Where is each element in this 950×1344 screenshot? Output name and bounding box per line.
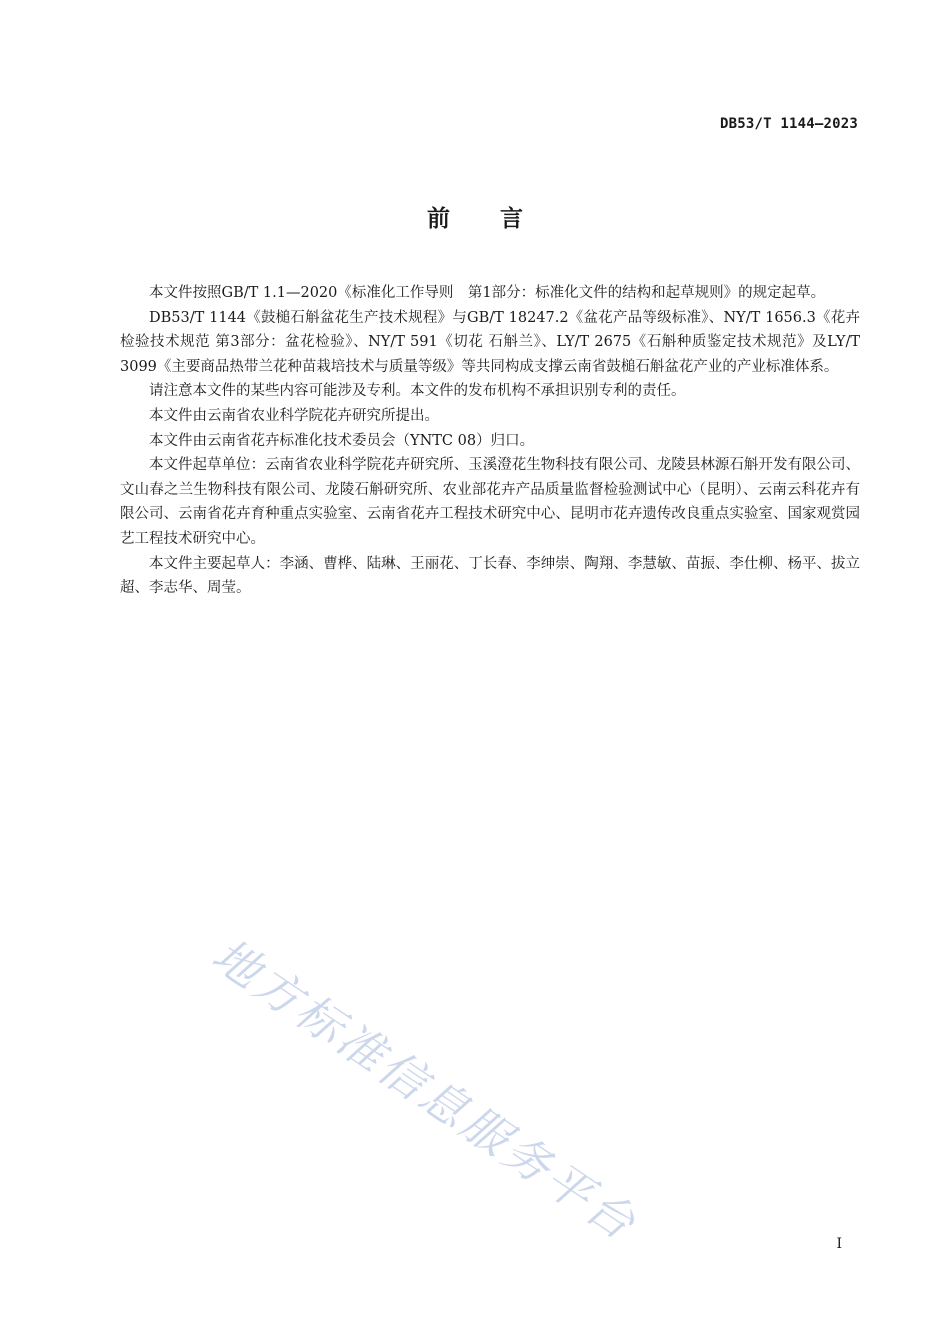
paragraph-technical-committee: 本文件由云南省花卉标准化技术委员会（YNTC 08）归口。 (149, 432, 535, 449)
paragraph-patent-notice: 请注意本文件的某些内容可能涉及专利。本文件的发布机构不承担识别专利的责任。 (149, 383, 686, 400)
watermark: 地方标准信息服务平台 (202, 927, 648, 1252)
paragraph-proposer: 本文件由云南省农业科学院花卉研究所提出。 (149, 407, 439, 424)
paragraph-standard-system: DB53/T 1144《鼓槌石斛盆花生产技术规程》与GB/T 18247.2《盆花产品等级标准》、NY/T 1656.3《花卉检验技术规范 第3部分：盆花检验》、NY/T 591《切花 石斛兰》、LY/T 2675《石斛种质鉴定技术规范》及LY/T 3099《主要商品热带兰花种苗栽培技术与质量等级》等共同构成支撑云南省鼓槌石斛盆花产业的产业标准体系。 (120, 309, 860, 375)
paragraph-drafting-units: 本文件起草单位：云南省农业科学院花卉研究所、玉溪澄花生物科技有限公司、龙陵县林源石斛开发有限公司、文山春之兰生物科技有限公司、龙陵石斛研究所、农业部花卉产品质量监督检验测试中心（昆明）、云南云科花卉有限公司、云南省花卉育种重点实验室、云南省花卉工程技术研究中心、昆明市花卉遗传改良重点实验室、国家观赏园艺工程技术研究中心。 (120, 457, 860, 547)
paragraph-drafters: 本文件主要起草人：李涵、曹桦、陆琳、王丽花、丁长春、李绅崇、陶翔、李慧敏、苗振、李仕柳、杨平、拔立超、李志华、周莹。 (120, 555, 860, 597)
document-code: DB53/T 1144—2023 (719, 116, 858, 132)
page-title: 前言 (427, 206, 573, 232)
foreword-body (120, 281, 860, 601)
page-number: I (836, 1236, 842, 1252)
paragraph-drafting-rules: 本文件按照GB/T 1.1—2020《标准化工作导则 第1部分：标准化文件的结构和起草规则》的规定起草。 (149, 285, 826, 301)
